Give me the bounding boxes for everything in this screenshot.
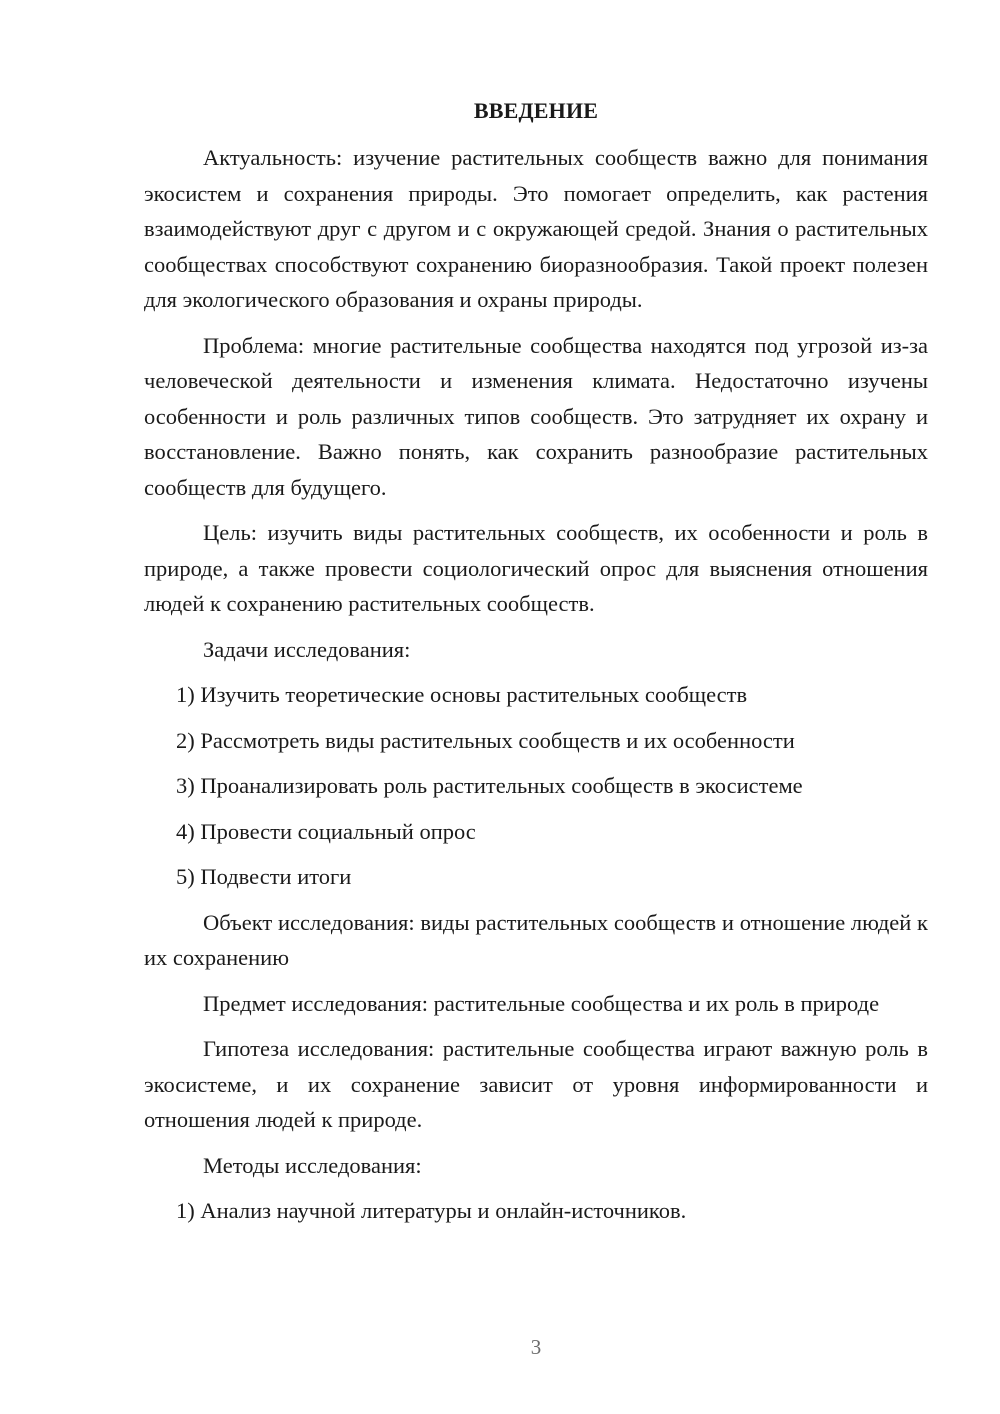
hypothesis-paragraph: Гипотеза исследования: растительные сообщества играют важную роль в экосистеме, и их сохранение зависит от уровня информированности и отношения людей к природе. [144,1036,928,1132]
task-item-1: 1) Изучить теоретические основы растительных сообществ [176,682,748,707]
document-body [144,140,928,1229]
tasks-list [144,677,928,895]
page-title: ВВЕДЕНИЕ [473,98,599,123]
relevance-paragraph: Актуальность: изучение растительных сообществ важно для понимания экосистем и сохранения природы. Это помогает определить, как растения взаимодействуют друг с другом и с окружающей средой. Знания о растительных сообществах способствуют сохранению биоразнообразия. Такой проект полезен для экологического образования и охраны природы. [144,145,928,312]
goal-paragraph: Цель: изучить виды растительных сообществ, их особенности и роль в природе, а также провести социологический опрос для выяснения отношения людей к сохранению растительных сообществ. [144,520,928,616]
page-number: 3 [530,1335,542,1359]
methods-heading: Методы исследования: [203,1152,422,1178]
object-paragraph: Объект исследования: виды растительных сообществ и отношение людей к их сохранению [144,909,928,970]
task-item-4: 4) Провести социальный опрос [176,818,476,844]
tasks-heading: Задачи исследования: [203,636,411,662]
task-item-2: 2) Рассмотреть виды растительных сообществ и их особенности [176,727,795,753]
methods-list [144,1193,928,1229]
subject-paragraph: Предмет исследования: растительные сообщества и их роль в природе [203,990,880,1016]
problem-paragraph: Проблема: многие растительные сообщества находятся под угрозой из-за человеческой деятельности и изменения климата. Недостаточно изучены особенности и роль различных типов сообществ. Это затрудняет их охрану и восстановление. Важно понять, как сохранить разнообразие растительных сообществ для будущего. [144,332,928,500]
task-item-3: 3) Проанализировать роль растительных сообществ в экосистеме [176,773,803,798]
task-item-5: 5) Подвести итоги [176,864,352,889]
method-item-1: 1) Анализ научной литературы и онлайн-источников. [176,1198,687,1223]
